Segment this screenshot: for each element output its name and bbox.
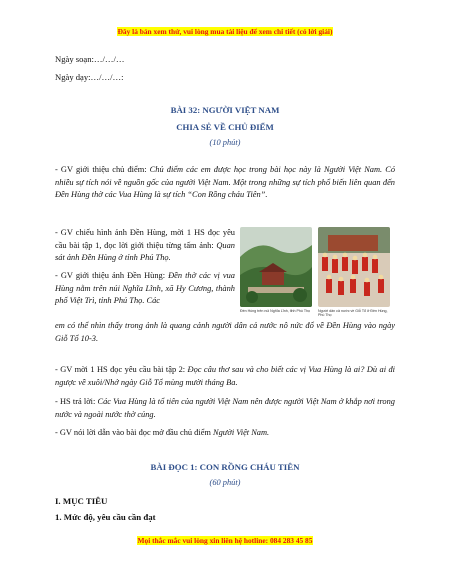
lesson-subtitle: CHIA SẺ VỀ CHỦ ĐIỂM: [176, 122, 274, 132]
prep-date: Ngày soạn:…/…/…: [55, 54, 125, 64]
festival-crowd-photo: [318, 227, 390, 307]
hotline-footer: Mọi thắc mắc vui lòng xin liên hệ hotline: 084 283 45 85: [137, 536, 313, 545]
teach-date: Ngày dạy:…/…/…:: [55, 72, 124, 82]
paragraph-show-image: - GV chiếu hình ảnh Đền Hùng, mời 1 HS đọc yêu cầu bài tập 1, đọc lời giới thiệu từng tấm ảnh: Quan sát ảnh Đền Hùng ở tỉnh Phú Thọ.: [55, 228, 235, 263]
reading-title: BÀI ĐỌC 1: CON RỒNG CHÁU TIÊN: [150, 462, 300, 472]
paragraph-intro: - GV giới thiệu chủ điểm: Chủ điểm các em được học trong bài học này là Người Việt Nam. Có nhiều sự tích nói về nguồn gốc của người Việt Nam. Một trong những sự tích phổ biến liên quan đến Đền Hùng thờ các Vua Hùng là sự tích “Con Rồng cháu Tiên”.: [55, 165, 396, 200]
preview-banner: Đây là bản xem thử, vui lòng mua tài liệu để xem chi tiết (có lời giải): [117, 27, 333, 36]
paragraph-student-answer: - HS trả lời: Các Vua Hùng là tổ tiên của người Việt Nam nên được người Việt Nam ở khắp nơi trong nước và ngoài nước thờ cúng.: [55, 397, 395, 419]
section-objectives: I. MỤC TIÊU: [55, 496, 108, 506]
lesson-duration: (10 phút): [209, 138, 241, 147]
caption-festival: Người dân cả nước về Giỗ Tổ ở Đền Hùng, Phú Thọ: [318, 309, 388, 318]
reading-duration: (60 phút): [209, 478, 241, 487]
lesson-title: BÀI 32: NGƯỜI VIỆT NAM: [170, 105, 280, 115]
paragraph-temple-intro-b: em có thể nhìn thấy trong ảnh là quang cảnh người dân cả nước nô nức đổ về Đền Hùng vào ngày Giỗ Tổ 10-3.: [55, 321, 395, 343]
temple-photos: [240, 227, 390, 327]
section-requirements: 1. Mức độ, yêu cầu cần đạt: [55, 512, 156, 522]
paragraph-lead-in: - GV nói lời dẫn vào bài đọc mở đầu chủ điểm Người Việt Nam.: [55, 428, 270, 437]
paragraph-exercise-2: - GV mời 1 HS đọc yêu cầu bài tập 2: Đọc câu thơ sau và cho biết các vị Vua Hùng là ai? Dù ai đi ngược về xuôi/Nhớ ngày Giỗ Tổ mùng mười tháng Ba.: [55, 365, 395, 387]
caption-temple: Đền Hùng trên núi Nghĩa Lĩnh, tỉnh Phú Thọ: [240, 309, 311, 313]
temple-mountain-photo: [240, 227, 312, 307]
paragraph-temple-intro-a: - GV giới thiệu ảnh Đền Hùng: Đền thờ các vị vua Hùng nằm trên núi Nghĩa Lĩnh, xã Hy Cương, thành phố Việt Trì, tỉnh Phú Thọ. Các: [55, 271, 235, 306]
